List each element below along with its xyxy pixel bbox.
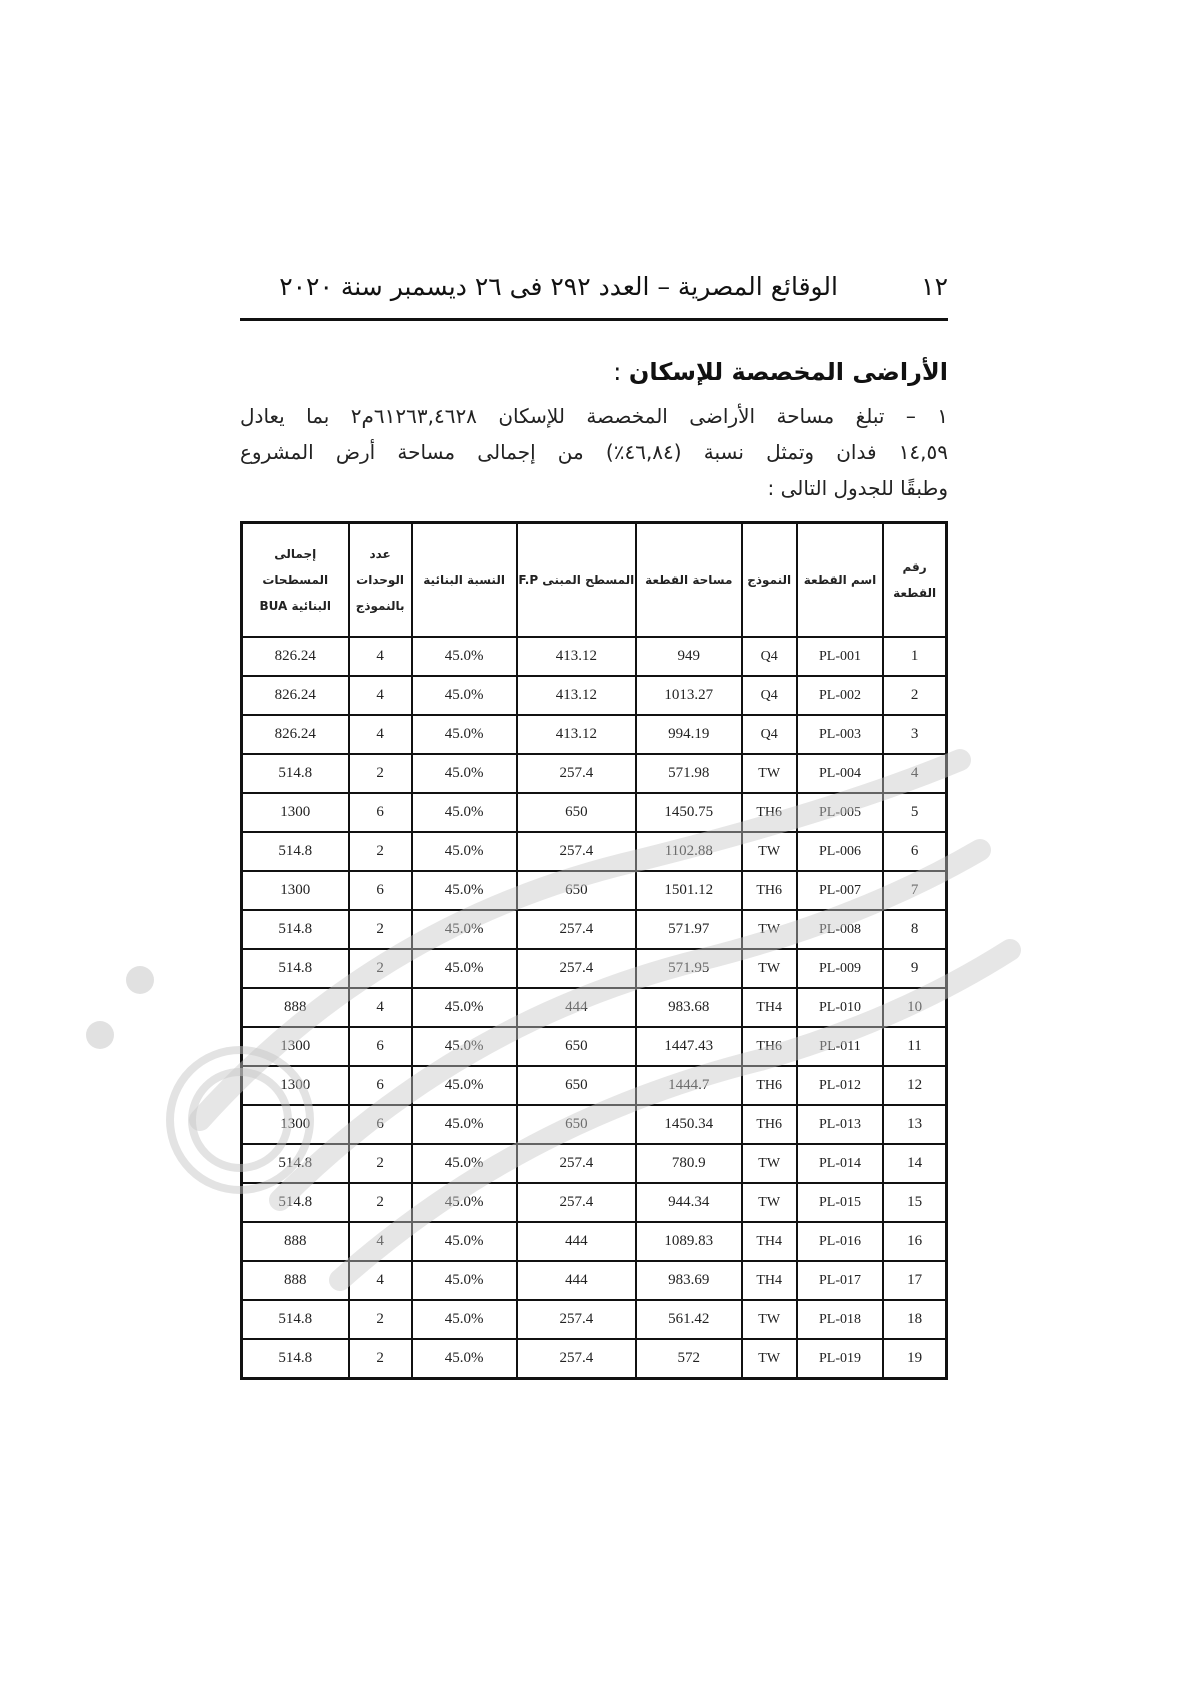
cell-plot-number: 18 — [883, 1300, 946, 1339]
cell-total-bua: 1300 — [242, 871, 349, 910]
cell-plot-number: 9 — [883, 949, 946, 988]
section-colon: : — [613, 358, 629, 386]
cell-total-bua: 888 — [242, 1222, 349, 1261]
table-row — [242, 949, 947, 988]
housing-plots-table — [240, 521, 948, 1380]
cell-plot-number: 6 — [883, 832, 946, 871]
cell-footprint: 257.4 — [517, 1183, 637, 1222]
cell-plot-area: 944.34 — [636, 1183, 741, 1222]
cell-total-bua: 514.8 — [242, 754, 349, 793]
cell-model: TH6 — [742, 793, 797, 832]
cell-model: TW — [742, 832, 797, 871]
table-row — [242, 1066, 947, 1105]
cell-plot-area: 983.69 — [636, 1261, 741, 1300]
cell-units: 6 — [349, 871, 412, 910]
cell-model: Q4 — [742, 637, 797, 676]
cell-plot-area: 1501.12 — [636, 871, 741, 910]
cell-units: 2 — [349, 1300, 412, 1339]
header-units — [349, 523, 412, 638]
intro-paragraph — [240, 398, 948, 506]
cell-units: 6 — [349, 1027, 412, 1066]
page-header — [240, 272, 948, 312]
table-row — [242, 1183, 947, 1222]
cell-plot-number: 3 — [883, 715, 946, 754]
cell-footprint: 444 — [517, 1222, 637, 1261]
cell-footprint: 444 — [517, 988, 637, 1027]
cell-building-ratio: 45.0% — [412, 715, 517, 754]
cell-plot-name: PL-010 — [797, 988, 883, 1027]
header-building-ratio: النسبة البنائية — [412, 523, 517, 638]
cell-plot-name: PL-013 — [797, 1105, 883, 1144]
cell-total-bua: 514.8 — [242, 910, 349, 949]
cell-plot-area: 1102.88 — [636, 832, 741, 871]
cell-plot-area: 949 — [636, 637, 741, 676]
cell-units: 6 — [349, 793, 412, 832]
page-number: ١٢ — [921, 272, 948, 301]
cell-plot-name: PL-016 — [797, 1222, 883, 1261]
cell-plot-area: 571.97 — [636, 910, 741, 949]
cell-plot-area: 1450.34 — [636, 1105, 741, 1144]
cell-total-bua: 514.8 — [242, 832, 349, 871]
cell-plot-name: PL-018 — [797, 1300, 883, 1339]
cell-plot-name: PL-006 — [797, 832, 883, 871]
header-bua-line-2: المسطحات — [262, 573, 329, 587]
cell-building-ratio: 45.0% — [412, 871, 517, 910]
cell-plot-number: 8 — [883, 910, 946, 949]
cell-plot-number: 15 — [883, 1183, 946, 1222]
cell-plot-name: PL-009 — [797, 949, 883, 988]
cell-plot-name: PL-004 — [797, 754, 883, 793]
cell-plot-area: 571.98 — [636, 754, 741, 793]
cell-model: TW — [742, 1300, 797, 1339]
cell-model: Q4 — [742, 676, 797, 715]
cell-footprint: 413.12 — [517, 637, 637, 676]
cell-building-ratio: 45.0% — [412, 754, 517, 793]
header-bua-line-1: إجمالى — [274, 547, 317, 561]
cell-footprint: 444 — [517, 1261, 637, 1300]
cell-footprint: 257.4 — [517, 949, 637, 988]
header-units-line-3: بالنموذج — [355, 599, 405, 613]
cell-plot-name: PL-001 — [797, 637, 883, 676]
table-row — [242, 1105, 947, 1144]
cell-units: 2 — [349, 949, 412, 988]
table-row — [242, 832, 947, 871]
table-row — [242, 910, 947, 949]
table-row — [242, 1300, 947, 1339]
cell-total-bua: 826.24 — [242, 715, 349, 754]
cell-plot-number: 10 — [883, 988, 946, 1027]
cell-model: TH6 — [742, 1105, 797, 1144]
cell-units: 2 — [349, 832, 412, 871]
cell-building-ratio: 45.0% — [412, 1300, 517, 1339]
header-divider — [240, 318, 948, 321]
cell-footprint: 650 — [517, 1105, 637, 1144]
cell-units: 6 — [349, 1066, 412, 1105]
cell-units: 4 — [349, 988, 412, 1027]
cell-model: Q4 — [742, 715, 797, 754]
cell-building-ratio: 45.0% — [412, 676, 517, 715]
cell-plot-number: 7 — [883, 871, 946, 910]
cell-plot-area: 1450.75 — [636, 793, 741, 832]
cell-footprint: 650 — [517, 871, 637, 910]
cell-plot-name: PL-017 — [797, 1261, 883, 1300]
table-row — [242, 1144, 947, 1183]
cell-building-ratio: 45.0% — [412, 988, 517, 1027]
header-bua-line-3: البنائية BUA — [259, 599, 332, 613]
cell-building-ratio: 45.0% — [412, 1105, 517, 1144]
header-plot-area: مساحة القطعة — [636, 523, 741, 638]
cell-plot-number: 16 — [883, 1222, 946, 1261]
cell-total-bua: 826.24 — [242, 637, 349, 676]
cell-footprint: 650 — [517, 1066, 637, 1105]
paragraph-line-2: ١٤,٥٩ فدان وتمثل نسبة (٤٦,٨٤٪) من إجمالى مساحة أرض المشروع — [240, 440, 949, 464]
cell-plot-area: 983.68 — [636, 988, 741, 1027]
cell-footprint: 413.12 — [517, 676, 637, 715]
cell-building-ratio: 45.0% — [412, 1066, 517, 1105]
cell-plot-area: 571.95 — [636, 949, 741, 988]
header-plot-number — [883, 523, 946, 638]
cell-plot-name: PL-003 — [797, 715, 883, 754]
cell-building-ratio: 45.0% — [412, 1027, 517, 1066]
table-row — [242, 715, 947, 754]
cell-plot-number: 17 — [883, 1261, 946, 1300]
cell-units: 6 — [349, 1105, 412, 1144]
cell-total-bua: 1300 — [242, 1105, 349, 1144]
cell-model: TW — [742, 1144, 797, 1183]
cell-model: TW — [742, 1339, 797, 1379]
section-heading — [613, 358, 948, 386]
cell-plot-number: 11 — [883, 1027, 946, 1066]
cell-units: 2 — [349, 754, 412, 793]
cell-model: TH4 — [742, 1261, 797, 1300]
table-row — [242, 637, 947, 676]
paragraph-line-3: وطبقًا للجدول التالى : — [767, 476, 948, 500]
cell-plot-number: 1 — [883, 637, 946, 676]
cell-building-ratio: 45.0% — [412, 1222, 517, 1261]
cell-plot-number: 4 — [883, 754, 946, 793]
cell-footprint: 257.4 — [517, 1300, 637, 1339]
cell-plot-name: PL-007 — [797, 871, 883, 910]
gazette-title: الوقائع المصرية – العدد ٢٩٢ فى ٢٦ ديسمبر سنة ٢٠٢٠ — [279, 272, 838, 301]
cell-units: 2 — [349, 1183, 412, 1222]
cell-total-bua: 514.8 — [242, 1300, 349, 1339]
cell-units: 2 — [349, 1144, 412, 1183]
header-plot-number-line-1: رقم — [902, 560, 927, 574]
cell-footprint: 650 — [517, 1027, 637, 1066]
cell-units: 2 — [349, 910, 412, 949]
section-title: الأراضى المخصصة للإسكان — [628, 358, 948, 386]
cell-model: TW — [742, 949, 797, 988]
cell-total-bua: 514.8 — [242, 1144, 349, 1183]
cell-plot-name: PL-011 — [797, 1027, 883, 1066]
cell-model: TH6 — [742, 1066, 797, 1105]
cell-units: 4 — [349, 715, 412, 754]
header-footprint: المسطح المبنى F.P — [517, 523, 637, 638]
cell-total-bua: 1300 — [242, 793, 349, 832]
cell-building-ratio: 45.0% — [412, 1261, 517, 1300]
table-row — [242, 871, 947, 910]
header-plot-number-line-2: القطعة — [893, 586, 937, 600]
cell-total-bua: 826.24 — [242, 676, 349, 715]
table-row — [242, 1222, 947, 1261]
header-model: النموذج — [742, 523, 797, 638]
cell-total-bua: 514.8 — [242, 949, 349, 988]
cell-footprint: 257.4 — [517, 1339, 637, 1379]
cell-model: TW — [742, 754, 797, 793]
header-plot-name: اسم القطعة — [797, 523, 883, 638]
header-units-line-2: الوحدات — [356, 573, 405, 587]
cell-plot-name: PL-002 — [797, 676, 883, 715]
cell-total-bua: 1300 — [242, 1066, 349, 1105]
cell-plot-name: PL-019 — [797, 1339, 883, 1379]
cell-footprint: 257.4 — [517, 754, 637, 793]
cell-building-ratio: 45.0% — [412, 832, 517, 871]
cell-plot-number: 14 — [883, 1144, 946, 1183]
table-row — [242, 988, 947, 1027]
cell-model: TH6 — [742, 1027, 797, 1066]
cell-plot-area: 1447.43 — [636, 1027, 741, 1066]
cell-total-bua: 514.8 — [242, 1183, 349, 1222]
cell-plot-area: 572 — [636, 1339, 741, 1379]
cell-building-ratio: 45.0% — [412, 949, 517, 988]
cell-total-bua: 1300 — [242, 1027, 349, 1066]
cell-units: 4 — [349, 1222, 412, 1261]
cell-model: TW — [742, 910, 797, 949]
table-body — [242, 637, 947, 1379]
cell-building-ratio: 45.0% — [412, 1339, 517, 1379]
cell-plot-number: 12 — [883, 1066, 946, 1105]
cell-total-bua: 888 — [242, 1261, 349, 1300]
cell-plot-name: PL-008 — [797, 910, 883, 949]
cell-footprint: 257.4 — [517, 832, 637, 871]
cell-model: TH4 — [742, 1222, 797, 1261]
cell-plot-area: 780.9 — [636, 1144, 741, 1183]
table-row — [242, 793, 947, 832]
cell-building-ratio: 45.0% — [412, 910, 517, 949]
cell-plot-name: PL-015 — [797, 1183, 883, 1222]
table-row — [242, 1027, 947, 1066]
cell-footprint: 257.4 — [517, 910, 637, 949]
cell-units: 4 — [349, 1261, 412, 1300]
cell-plot-area: 1444.7 — [636, 1066, 741, 1105]
cell-plot-area: 1013.27 — [636, 676, 741, 715]
cell-plot-name: PL-012 — [797, 1066, 883, 1105]
cell-model: TH4 — [742, 988, 797, 1027]
cell-total-bua: 514.8 — [242, 1339, 349, 1379]
paragraph-line-1: ١ – تبلغ مساحة الأراضى المخصصة للإسكان ٦١٢٦٣,٤٦٢٨م٢ بما يعادل — [240, 404, 948, 428]
cell-building-ratio: 45.0% — [412, 793, 517, 832]
cell-model: TW — [742, 1183, 797, 1222]
cell-building-ratio: 45.0% — [412, 637, 517, 676]
cell-plot-area: 561.42 — [636, 1300, 741, 1339]
cell-footprint: 650 — [517, 793, 637, 832]
cell-plot-number: 5 — [883, 793, 946, 832]
cell-building-ratio: 45.0% — [412, 1183, 517, 1222]
cell-model: TH6 — [742, 871, 797, 910]
cell-building-ratio: 45.0% — [412, 1144, 517, 1183]
cell-plot-number: 2 — [883, 676, 946, 715]
cell-footprint: 257.4 — [517, 1144, 637, 1183]
table-row — [242, 676, 947, 715]
cell-plot-area: 994.19 — [636, 715, 741, 754]
cell-footprint: 413.12 — [517, 715, 637, 754]
cell-units: 2 — [349, 1339, 412, 1379]
cell-units: 4 — [349, 676, 412, 715]
cell-total-bua: 888 — [242, 988, 349, 1027]
header-units-line-1: عدد — [369, 547, 391, 561]
cell-plot-area: 1089.83 — [636, 1222, 741, 1261]
cell-plot-number: 13 — [883, 1105, 946, 1144]
header-total-bua — [242, 523, 349, 638]
table-row — [242, 754, 947, 793]
cell-plot-number: 19 — [883, 1339, 946, 1379]
table-row — [242, 1339, 947, 1379]
table-row — [242, 1261, 947, 1300]
cell-units: 4 — [349, 637, 412, 676]
cell-plot-name: PL-005 — [797, 793, 883, 832]
table-header-row — [242, 523, 947, 638]
cell-plot-name: PL-014 — [797, 1144, 883, 1183]
